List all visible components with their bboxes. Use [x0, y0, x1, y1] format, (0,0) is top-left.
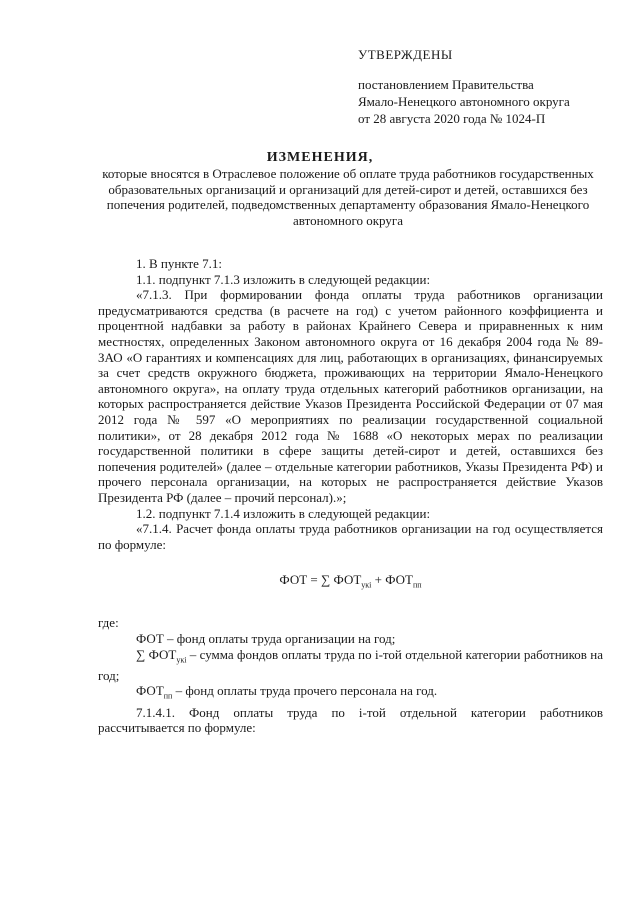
where-label: где:: [98, 615, 119, 631]
definition-3-pre: ФОТ: [136, 683, 164, 699]
document-body: [98, 256, 603, 736]
definition-3-post: – фонд оплаты труда прочего персонала на год.: [172, 683, 438, 699]
definition-2-pre: ∑ ФОТ: [136, 646, 177, 662]
definition-2: [98, 647, 603, 684]
paragraph-1-1: 1.1. подпункт 7.1.3 изложить в следующей редакции:: [136, 271, 431, 287]
document-title: ИЗМЕНЕНИЯ,: [266, 150, 374, 165]
paragraph-7-1-3: «7.1.3. При формировании фонда оплаты труда работников организации предусматриваются средства (в расчете на год) с учетом районного коэффициента и процентной надбавки за работу в районах Крайнего Севера и приравненных к ним местностях, определенных Законом автономного округа от 16 декабря 2004 года № 89-ЗАО «О гарантиях и компенсациях для лиц, работающих в организациях, финансируемых за счет средств окружного бюджета, проживающих на территории Ямало-Ненецкого автономного округа», на оплату труда отдельных категорий работников организации, на которых распространяется действие Указов Президента Российской Федерации от 07 мая 2012 года № 597 «О мероприятиях по реализации государственной социальной политики», от 28 декабря 2012 года № 1688 «О некоторых мерах по реализации государственной политики в сфере защиты детей-сирот и детей, оставшихся без попечения родителей» (далее – отдельные категории работников, Указы Президента РФ) и прочего персонала организации, на которых не распространяется действие Указов Президента РФ (далее – прочий персонал).»;: [98, 287, 603, 505]
paragraph-7-1-4-1: 7.1.4.1. Фонд оплаты труда по i-той отдельной категории работников рассчитывается по формуле:: [98, 704, 603, 736]
approval-block: [358, 46, 628, 127]
paragraph-7-1-4: «7.1.4. Расчет фонда оплаты труда работников организации на год осуществляется по формуле:: [98, 521, 603, 552]
definition-2-post: – сумма фондов оплаты труда по i-той отдельной категории работников на год;: [98, 646, 603, 683]
definition-3-sub: пп: [163, 692, 173, 702]
definition-3: [98, 683, 603, 704]
formula: [98, 572, 603, 593]
definition-1: ФОТ – фонд оплаты труда организации на год;: [136, 631, 396, 647]
formula-main: ФОТ = ∑ ФОТ: [279, 572, 362, 588]
paragraph-1: 1. В пункте 7.1:: [136, 256, 223, 271]
approval-line-1: постановлением Правительства: [358, 77, 534, 92]
approval-line-2: Ямало-Ненецкого автономного округа: [358, 94, 570, 109]
paragraph-1-2: 1.2. подпункт 7.1.4 изложить в следующей редакции:: [136, 505, 431, 521]
document-subtitle: которые вносятся в Отраслевое положение об оплате труда работников государственных образовательных организаций и организаций для детей-сирот и детей, оставшихся без попечения родителей, подведомственных департаменту образования Ямало-Ненецкого автономного округа: [102, 166, 594, 228]
formula-sub-2: пп: [413, 580, 422, 590]
formula-sub-1: укi: [361, 580, 372, 590]
approval-heading: УТВЕРЖДЕНЫ: [358, 47, 453, 62]
formula-plus: + ФОТ: [371, 572, 413, 588]
approval-line-3: от 28 августа 2020 года № 1024-П: [358, 111, 546, 126]
definition-2-sub: укi: [176, 655, 187, 665]
